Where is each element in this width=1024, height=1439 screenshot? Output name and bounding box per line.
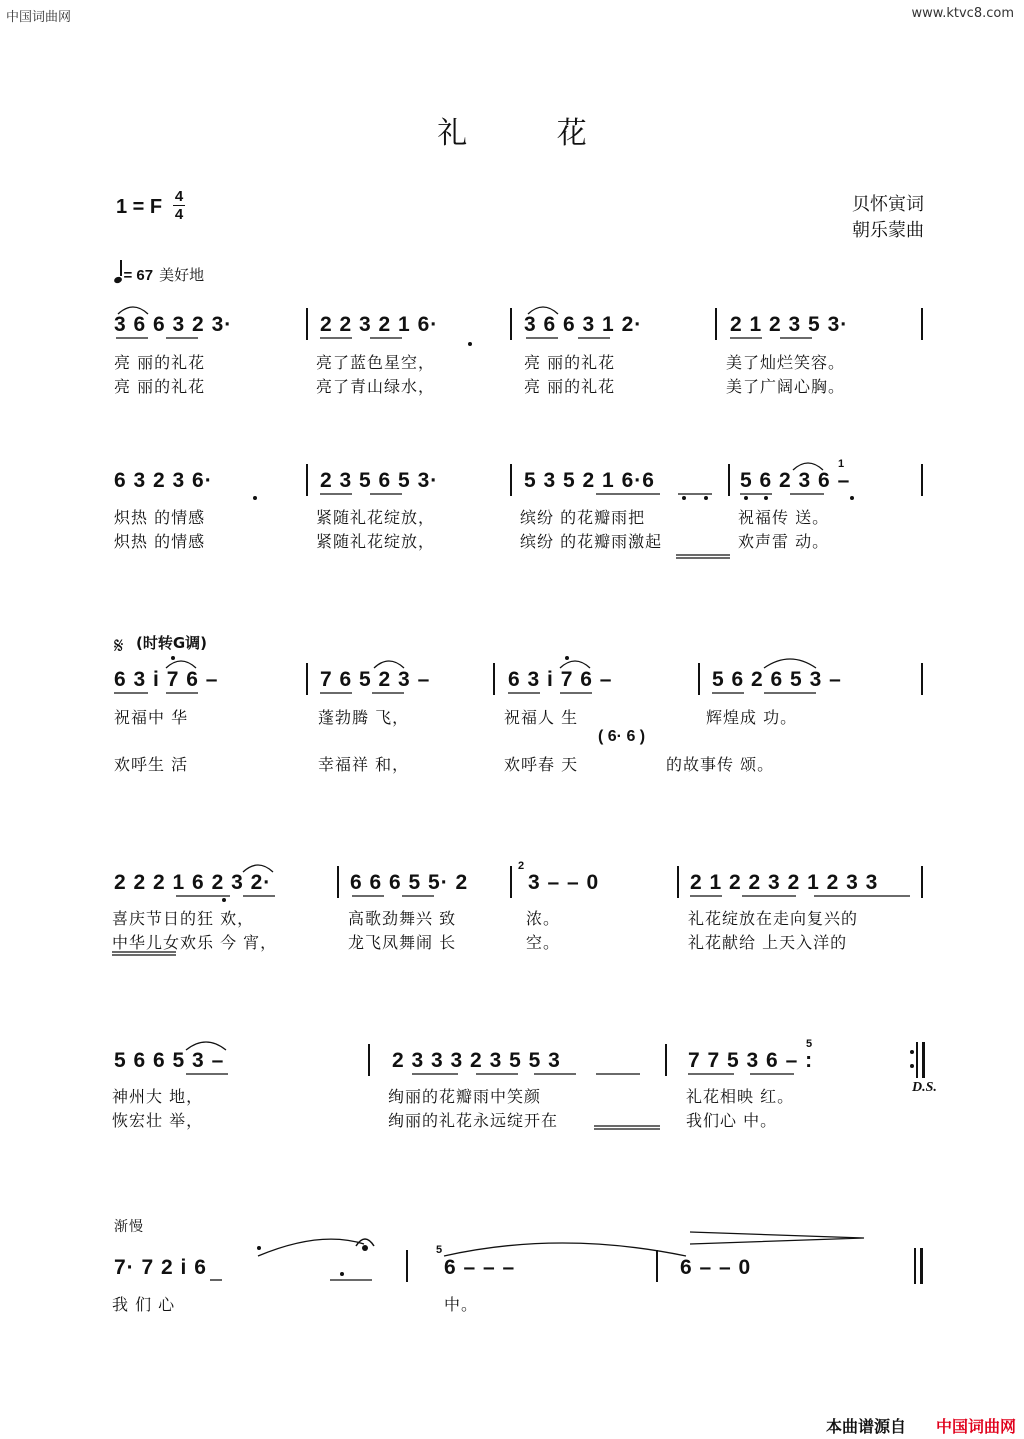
lyric-4-2-b: 龙飞凤舞闹 长 <box>348 933 457 952</box>
measure-3-1: 6 3 i 7 6 – <box>114 668 219 691</box>
measure-2-1: 6 3 2 3 6· <box>114 469 213 492</box>
lyric-4-2-a: 高歌劲舞兴 致 <box>348 909 457 928</box>
lyric-1-4-a: 美了灿烂笑容。 <box>726 353 846 372</box>
measure-6-2: 6 – – – <box>444 1256 516 1279</box>
lyric-4-4-b: 礼花献给 上天入洋的 <box>688 933 848 952</box>
lyric-5-1-b: 恢宏壮 举， <box>112 1111 204 1130</box>
lyric-5-3-a: 礼花相映 红。 <box>686 1087 795 1106</box>
tempo-change: 渐慢 <box>114 1219 144 1235</box>
measure-1-4: 2 1 2 3 5 3· <box>730 313 849 336</box>
lyric-3-2-b: 幸福祥 和， <box>318 755 410 774</box>
measure-6-1: 7· 7 2 i 6 <box>114 1256 207 1279</box>
measure-6-3: 6 – – 0 <box>680 1256 752 1279</box>
song-title: 礼 花 <box>437 116 627 151</box>
measure-2-3: 5 3 5 2 1 6·6 <box>524 469 655 492</box>
time-sig-bottom: 4 <box>174 206 184 223</box>
lyric-4-4-a: 礼花绽放在走向复兴的 <box>688 909 859 928</box>
lyric-3-1-b: 欢呼生 活 <box>114 755 189 774</box>
ds-marking: D.S. <box>912 1080 937 1095</box>
lyric-1-3-b: 亮 丽的礼花 <box>524 377 616 396</box>
lyric-3-1-a: 祝福中 华 <box>114 708 189 727</box>
measure-5-2: 2 3 3 3 2 3 5 5 3 <box>392 1049 561 1072</box>
grace-note: 2 <box>518 860 525 872</box>
lyric-4-3-a: 浓。 <box>526 909 561 928</box>
lyric-1-2-b: 亮了青山绿水， <box>316 377 436 396</box>
lyric-2-1-b: 炽热 的情感 <box>114 532 206 551</box>
lyric-2-3-b: 缤纷 的花瓣雨激起 <box>520 532 663 551</box>
time-signature <box>173 189 185 222</box>
lyric-3-4-a: 辉煌成 功。 <box>706 708 798 727</box>
lyricist: 贝怀寅词 <box>852 194 924 215</box>
measure-2-2: 2 3 5 6 5 3· <box>320 469 439 492</box>
tempo-marking <box>114 264 204 285</box>
key-signature: 1 = F <box>116 196 163 218</box>
quarter-note-icon <box>113 276 123 284</box>
credits <box>852 192 924 244</box>
lyric-5-3-b: 我们心 中。 <box>686 1111 778 1130</box>
site-name-left: 中国词曲网 <box>6 10 72 25</box>
segno-icon: 𝄋 <box>114 634 124 659</box>
lyric-6-1: 我 们 心 <box>112 1295 176 1314</box>
lyric-4-1-a: 喜庆节日的狂 欢， <box>112 909 255 928</box>
measure-3-4: 5 6 2 6 5 3 – <box>712 668 842 691</box>
composer: 朝乐蒙曲 <box>852 220 924 241</box>
lyric-3-4-b: 的故事传 颂。 <box>666 755 775 774</box>
lyric-3-2-a: 蓬勃腾 飞， <box>318 708 410 727</box>
measure-2-4: 5 6 2 3 6 – <box>740 469 851 492</box>
site-url-right: www.ktvc8.com <box>911 6 1014 21</box>
lyric-3-3-b: 欢呼春 天 <box>504 755 579 774</box>
measure-4-4: 2 1 2 2 3 2 1 2 3 3 <box>690 871 879 894</box>
measure-5-1: 5 6 6 5 3 – <box>114 1049 225 1072</box>
lyric-1-2-a: 亮了蓝色星空， <box>316 353 436 372</box>
lyric-3-3-a: 祝福人 生 <box>504 708 579 727</box>
source-label: 本曲谱源自 <box>825 1417 906 1436</box>
lyric-1-4-b: 美了广阔心胸。 <box>726 377 846 396</box>
measure-4-1: 2 2 2 1 6 2 3 2· <box>114 871 272 894</box>
measure-3-2: 7 6 5 2 3 – <box>320 668 431 691</box>
tempo-value: = 67 <box>123 267 154 284</box>
measure-1-3: 3 6 6 3 1 2· <box>524 313 643 336</box>
lyric-2-4-b: 欢声雷 动。 <box>738 532 830 551</box>
measure-5-3: 7 7 5 3 6 – : <box>688 1049 814 1072</box>
lyric-2-1-a: 炽热 的情感 <box>114 508 206 527</box>
lyric-5-2-b: 绚丽的礼花永远绽开在 <box>388 1111 559 1130</box>
time-sig-top: 4 <box>174 188 184 205</box>
grace-note: 1 <box>838 458 845 470</box>
alternate-notes: ( 6· 6 ) <box>598 728 646 745</box>
measure-1-1: 3 6 6 3 2 3· <box>114 313 233 336</box>
tempo-mood: 美好地 <box>159 266 205 284</box>
measure-4-2: 6 6 6 5 5· 2 <box>350 871 469 894</box>
measure-3-3: 6 3 i 7 6 – <box>508 668 613 691</box>
source-site-link[interactable]: 中国词曲网 <box>935 1417 1016 1436</box>
grace-note: 5 <box>436 1244 443 1256</box>
measure-4-3: 3 – – 0 <box>528 871 600 894</box>
lyric-2-4-a: 祝福传 送。 <box>738 508 830 527</box>
modulation-label: (时转G调) <box>136 634 208 652</box>
lyric-4-1-b: 中华儿女欢乐 今 宵， <box>112 933 278 952</box>
measure-1-2: 2 2 3 2 1 6· <box>320 313 439 336</box>
grace-note: 5 <box>806 1038 813 1050</box>
lyric-2-2-b: 紧随礼花绽放， <box>316 532 436 551</box>
lyric-5-2-a: 绚丽的花瓣雨中笑颜 <box>388 1087 542 1106</box>
lyric-1-1-b: 亮 丽的礼花 <box>114 377 206 396</box>
lyric-2-2-a: 紧随礼花绽放， <box>316 508 436 527</box>
lyric-6-2: 中。 <box>444 1295 479 1314</box>
lyric-1-1-a: 亮 丽的礼花 <box>114 353 206 372</box>
lyric-4-3-b: 空。 <box>526 933 561 952</box>
lyric-5-1-a: 神州大 地， <box>112 1087 204 1106</box>
lyric-2-3-a: 缤纷 的花瓣雨把 <box>520 508 646 527</box>
lyric-1-3-a: 亮 丽的礼花 <box>524 353 616 372</box>
